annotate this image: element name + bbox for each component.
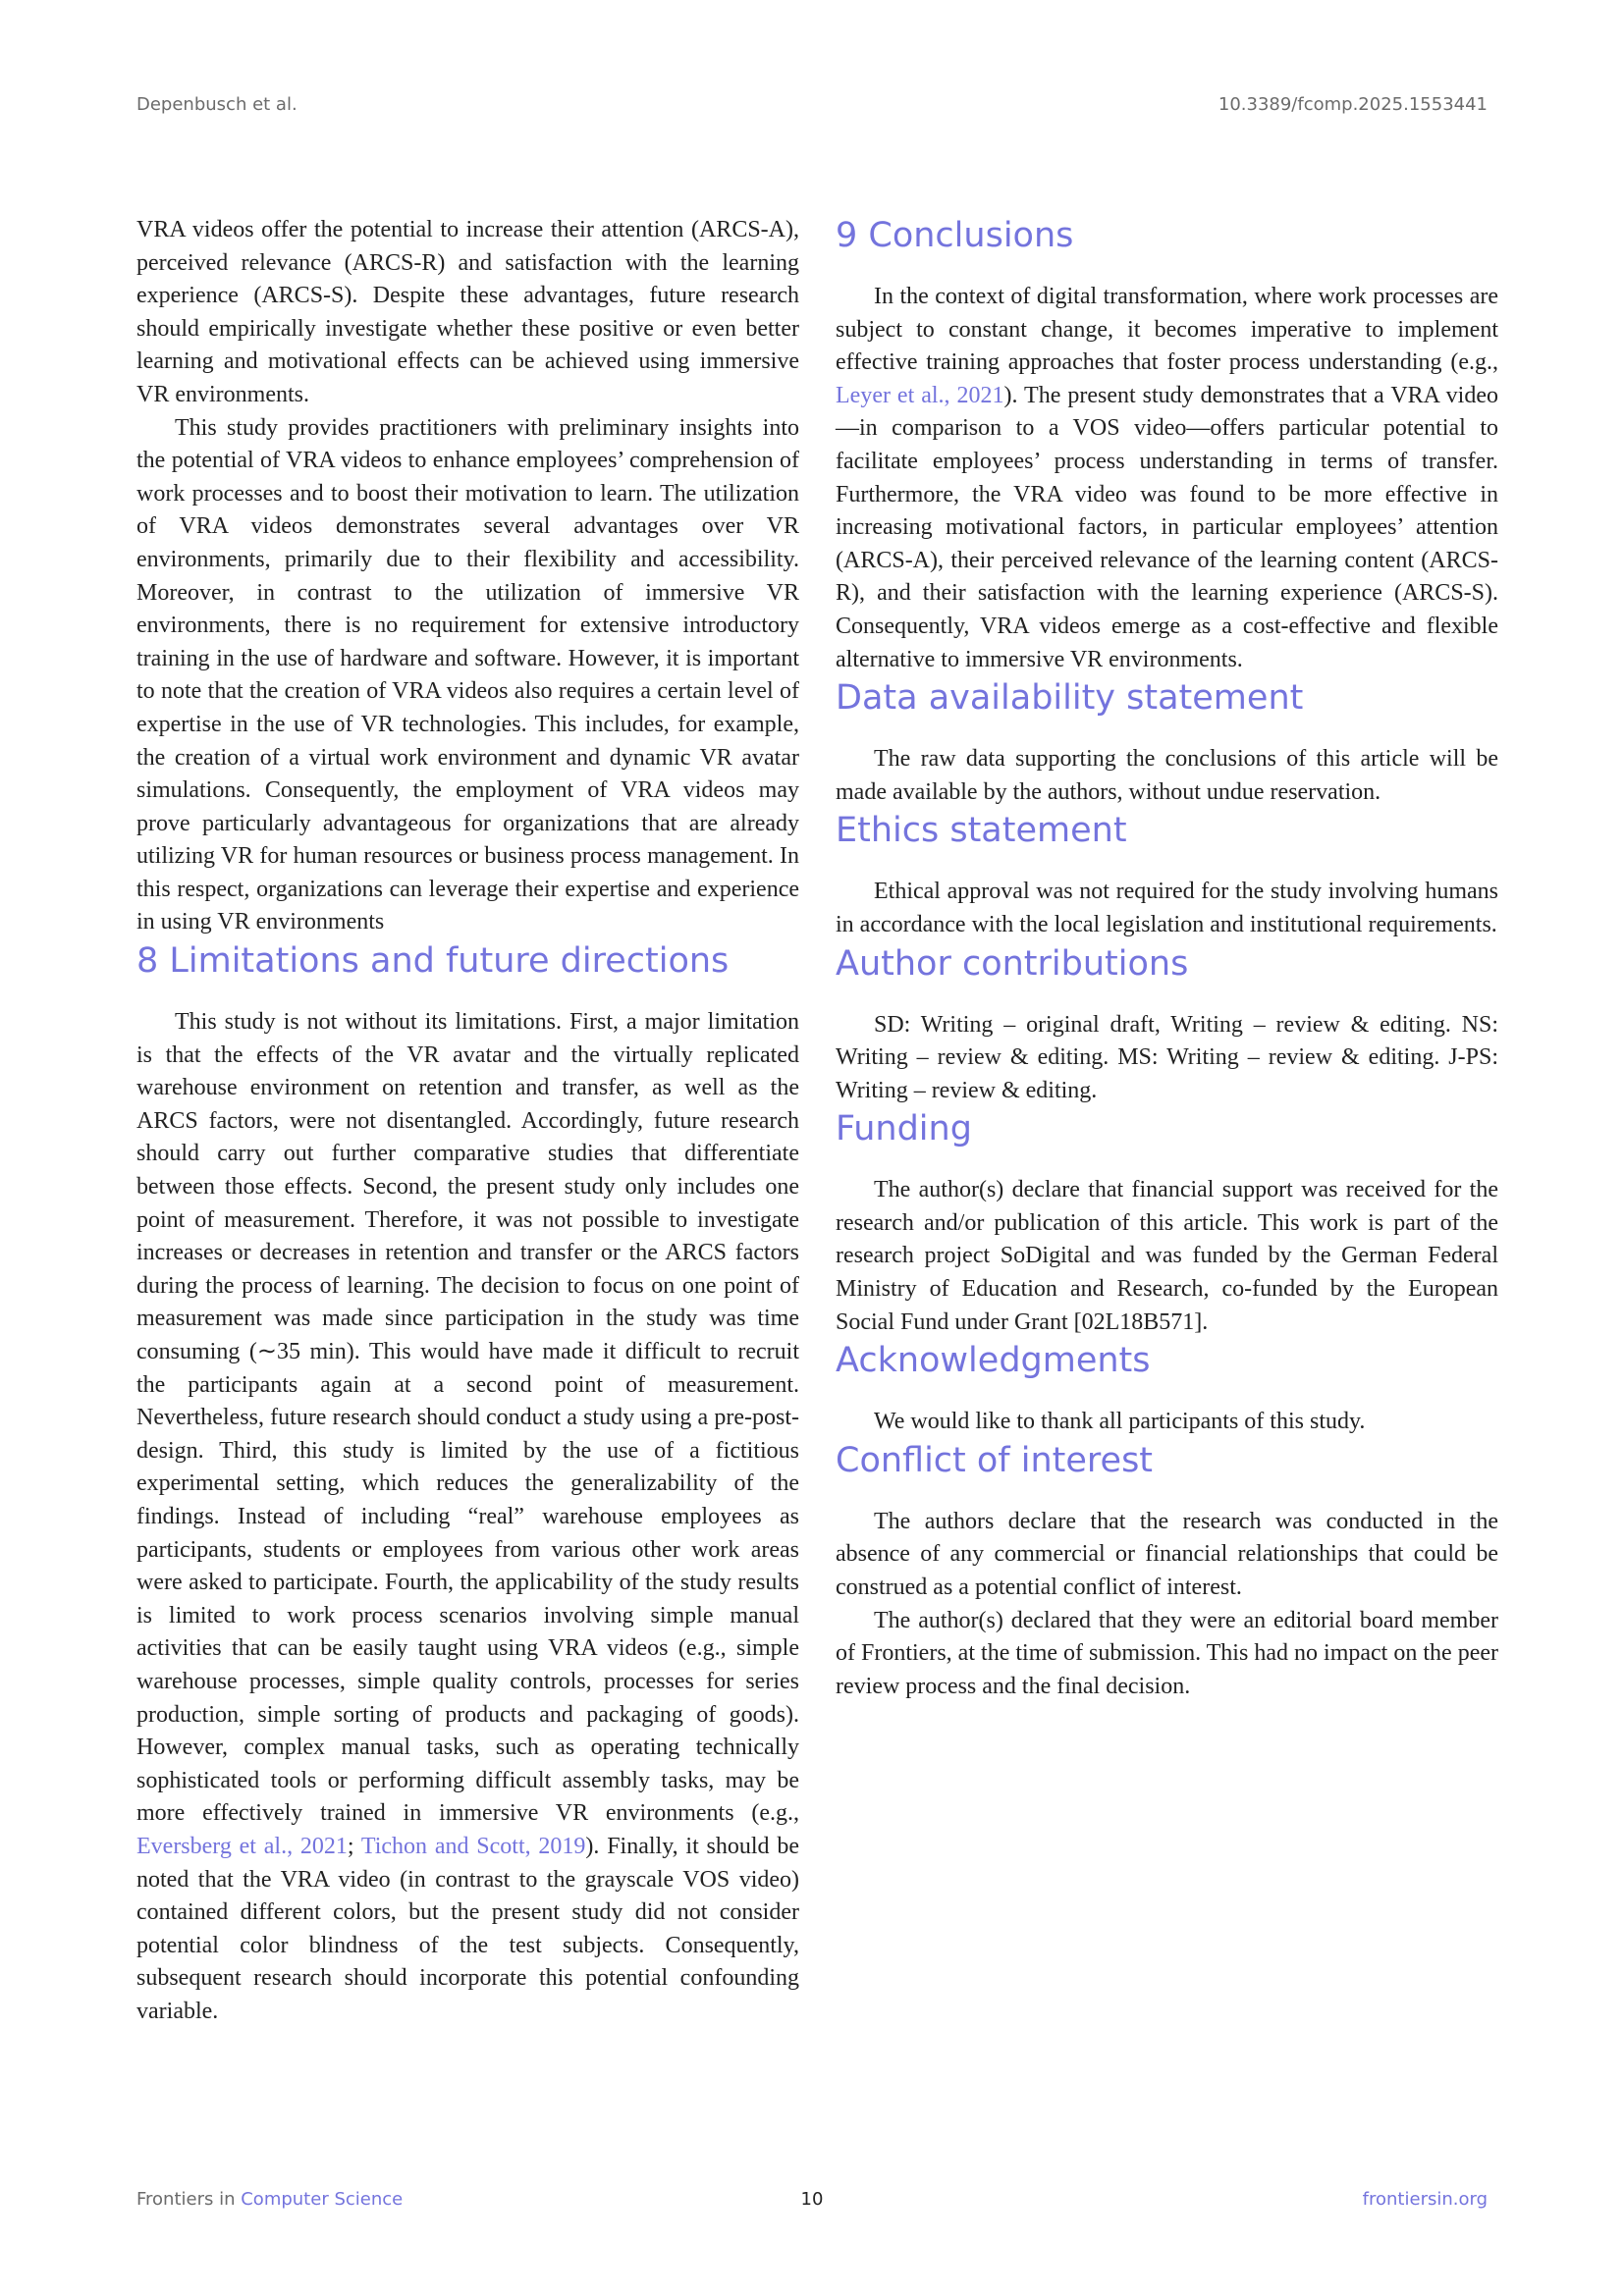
paragraph-conflict-2: The author(s) declared that they were an editorial board member of Frontiers, at the time of submission. This had no impact on the peer review process and the final decision. bbox=[836, 1607, 1498, 1699]
heading-author-contributions: Author contributions bbox=[836, 943, 1189, 984]
conclusions-text-a: In the context of digital transformation, where work processes are subject to constant change, it becomes imperative to implement effective training approaches that foster process understanding (e.g., bbox=[836, 284, 1498, 376]
heading-acknowledgments: Acknowledgments bbox=[836, 1341, 1151, 1381]
heading-limitations: 8 Limitations and future directions bbox=[136, 941, 730, 982]
paragraph-conclusions bbox=[836, 281, 1498, 676]
paragraph-practitioners: This study provides practitioners with preliminary insights into the potential of VRA videos to enhance employees’ comprehension of work processes and to boost their motivation to learn. The utilization of VRA videos demonstrates several advantages over VR environments, primarily due to their flexibility and accessibility. Moreover, in contrast to the utilization of immersive VR environments, there is no requirement for extensive introductory training in the use of hardware and software. However, it is important to note that the creation of VRA videos also requires a certain level of expertise in the use of VR technologies. This includes, for example, the creation of a virtual work environment and dynamic VR avatar simulations. Consequently, the employment of VRA videos may prove particularly advantageous for organizations that are already utilizing VR for human resources or business process management. In this respect, organizations can leverage their expertise and experience in using VR environments bbox=[136, 414, 799, 935]
paragraph-funding: The author(s) declare that financial support was received for the research and/or publication of this article. This work is part of the research project SoDigital and was funded by the German Federal Ministry of Education and Research, co-funded by the European Social Fund under Grant [02L18B571]. bbox=[836, 1177, 1498, 1335]
footer-journal bbox=[136, 2189, 403, 2210]
footer-journal-prefix: Frontiers in bbox=[136, 2189, 242, 2210]
page-number: 10 bbox=[800, 2189, 824, 2210]
limitations-text-b: ). Finally, it should be noted that the VRA video (in contrast to the grayscale VOS video) contained different colors, but the present study did not consider potential color blindness of the test subjects. Consequently, subsequent research should incorporate this potential confounding variable. bbox=[136, 1833, 800, 2024]
paragraph-data-availability: The raw data supporting the conclusions of this article will be made available by the authors, without undue reservation. bbox=[836, 746, 1498, 805]
running-header-doi: 10.3389/fcomp.2025.1553441 bbox=[1218, 94, 1488, 115]
paragraph-acknowledgments: We would like to thank all participants of this study. bbox=[874, 1409, 1366, 1435]
heading-ethics: Ethics statement bbox=[836, 811, 1127, 851]
footer-journal-link[interactable]: Computer Science bbox=[241, 2189, 404, 2210]
conclusions-text-b: ). The present study demonstrates that a VRA video—in comparison to a VOS video—offers particular potential to facilitate employees’ process understanding in terms of transfer. Furthermore, the VRA video was found to be more effective in increasing motivational factors, in particular employees’ attention (ARCS-A), their perceived relevance of the learning content (ARCS-R), and their satisfaction with the learning experience (ARCS-S). Consequently, VRA videos emerge as a cost-effective and flexible alternative to immersive VR environments. bbox=[836, 382, 1498, 672]
heading-conclusions: 9 Conclusions bbox=[836, 216, 1074, 255]
heading-conflict-of-interest: Conflict of interest bbox=[836, 1440, 1154, 1480]
paragraph-limitations bbox=[136, 1006, 799, 2028]
heading-funding: Funding bbox=[836, 1109, 972, 1149]
heading-data-availability: Data availability statement bbox=[836, 678, 1304, 719]
citation-separator: ; bbox=[347, 1833, 361, 1859]
citation-link-eversberg[interactable]: Eversberg et al., 2021 bbox=[136, 1833, 348, 1859]
paragraph-author-contributions: SD: Writing – original draft, Writing – review & editing. NS: Writing – review & editing. MS: Writing – review & editing. J-PS: Writing – review & editing. bbox=[836, 1011, 1498, 1103]
paragraph-ethics: Ethical approval was not required for the study involving humans in accordance with the local legislation and institutional requirements. bbox=[836, 879, 1498, 937]
paragraph-continued: VRA videos offer the potential to increase their attention (ARCS-A), perceived relevance (ARCS-R) and satisfaction with the learning experience (ARCS-S). Despite these advantages, future research should empirically investigate whether these positive or even better learning and motivational effects can be achieved using immersive VR environments. bbox=[136, 217, 799, 407]
running-header-authors: Depenbusch et al. bbox=[136, 94, 298, 115]
left-column bbox=[136, 214, 799, 2028]
limitations-text-a: This study is not without its limitations. First, a major limitation is that the effects of the VR avatar and the virtually replicated warehouse environment on retention and transfer, as well as the ARCS factors, were not disentangled. Accordingly, future research should carry out further comparative studies that differentiate between those effects. Second, the present study only includes one point of measurement. Therefore, it was not possible to investigate increases or decreases in retention and transfer or the ARCS factors during the process of learning. The decision to focus on one point of measurement was made since participation in the study was time consuming (∼35 min). This would have made it difficult to recruit the participants again at a second point of measurement. Nevertheless, future research should conduct a study using a pre-post-design. Third, this study is limited by the use of a fictitious experimental setting, which reduces the generalizability of the findings. Instead of including “real” warehouse employees as participants, students or employees from various other work areas were asked to participate. Fourth, the applicability of the study results is limited to work process scenarios involving simple manual activities that can be easily taught using VRA videos (e.g., simple warehouse processes, simple quality controls, processes for series production, simple sorting of products and packaging of goods). However, complex manual tasks, such as operating technically sophisticated tools or performing difficult assembly tasks, may be more effectively trained in immersive VR environments (e.g., bbox=[136, 1009, 799, 1827]
citation-link-leyer[interactable]: Leyer et al., 2021 bbox=[836, 382, 1004, 408]
right-column bbox=[836, 214, 1498, 1703]
footer-site-link[interactable]: frontiersin.org bbox=[1362, 2189, 1488, 2210]
citation-link-tichon[interactable]: Tichon and Scott, 2019 bbox=[360, 1833, 586, 1859]
paragraph-conflict-1: The authors declare that the research was conducted in the absence of any commercial or financial relationships that could be construed as a potential conflict of interest. bbox=[836, 1508, 1498, 1601]
